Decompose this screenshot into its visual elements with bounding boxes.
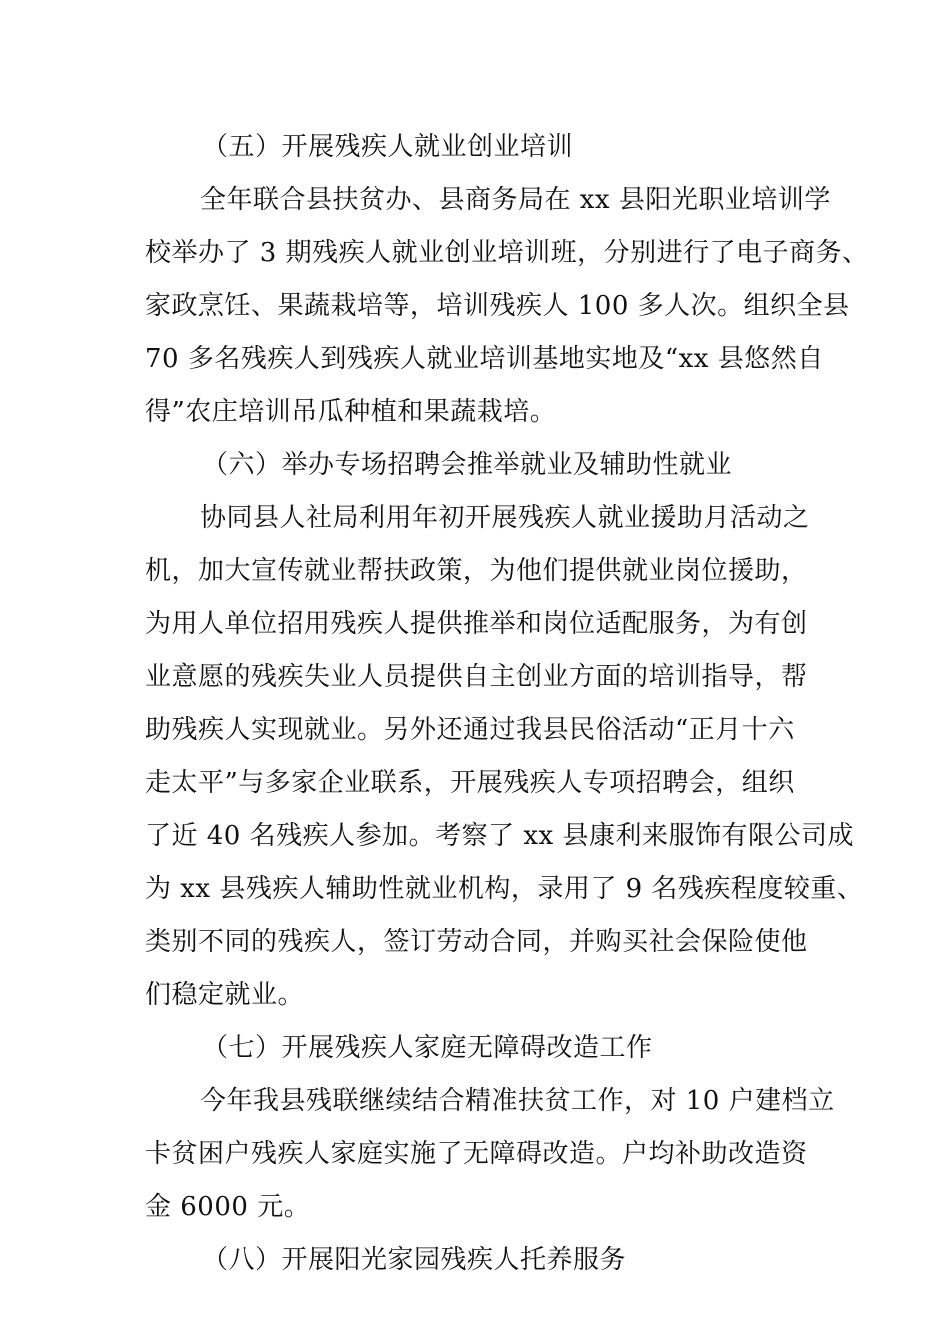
- paragraph-line: 卡贫困户残疾人家庭实施了无障碍改造。户均补助改造资: [145, 1139, 808, 1169]
- paragraph-line: 机，加大宣传就业帮扶政策，为他们提供就业岗位援助，: [145, 556, 808, 586]
- paragraph-line: 70 多名残疾人到残疾人就业培训基地实地及“xx 县悠然自: [145, 344, 824, 374]
- paragraph-line: 得”农庄培训吊瓜种植和果蔬栽培。: [145, 397, 557, 427]
- paragraph-line: 们稳定就业。: [145, 980, 305, 1010]
- heading-section-8: （八）开展阳光家园残疾人托养服务: [202, 1245, 627, 1275]
- paragraph-line: 协同县人社局利用年初开展残疾人就业援助月活动之: [200, 503, 810, 533]
- paragraph-line: 业意愿的残疾失业人员提供自主创业方面的培训指导，帮: [145, 662, 808, 692]
- paragraph-line: 全年联合县扶贫办、县商务局在 xx 县阳光职业培训学: [200, 185, 831, 215]
- paragraph-line: 为 xx 县残疾人辅助性就业机构，录用了 9 名残疾程度较重、: [145, 874, 864, 904]
- paragraph-line: 为用人单位招用残疾人提供推举和岗位适配服务，为有创: [145, 609, 808, 639]
- paragraph-line: 类别不同的残疾人，签订劳动合同，并购买社会保险使他: [145, 927, 808, 957]
- paragraph-line: 家政烹饪、果蔬栽培等，培训残疾人 100 多人次。组织全县: [145, 291, 850, 321]
- paragraph-line: 今年我县残联继续结合精准扶贫工作，对 10 户建档立: [200, 1086, 835, 1116]
- paragraph-line: 了近 40 名残疾人参加。考察了 xx 县康利来服饰有限公司成: [145, 821, 854, 851]
- heading-section-6: （六）举办专场招聘会推举就业及辅助性就业: [202, 450, 733, 480]
- paragraph-line: 金 6000 元。: [145, 1192, 311, 1222]
- heading-section-5: （五）开展残疾人就业创业培训: [202, 132, 574, 162]
- paragraph-line: 助残疾人实现就业。另外还通过我县民俗活动“正月十六: [145, 715, 795, 745]
- paragraph-line: 校举办了 3 期残疾人就业创业培训班，分别进行了电子商务、: [145, 238, 869, 268]
- paragraph-line: 走太平”与多家企业联系，开展残疾人专项招聘会，组织: [145, 768, 795, 798]
- heading-section-7: （七）开展残疾人家庭无障碍改造工作: [202, 1033, 653, 1063]
